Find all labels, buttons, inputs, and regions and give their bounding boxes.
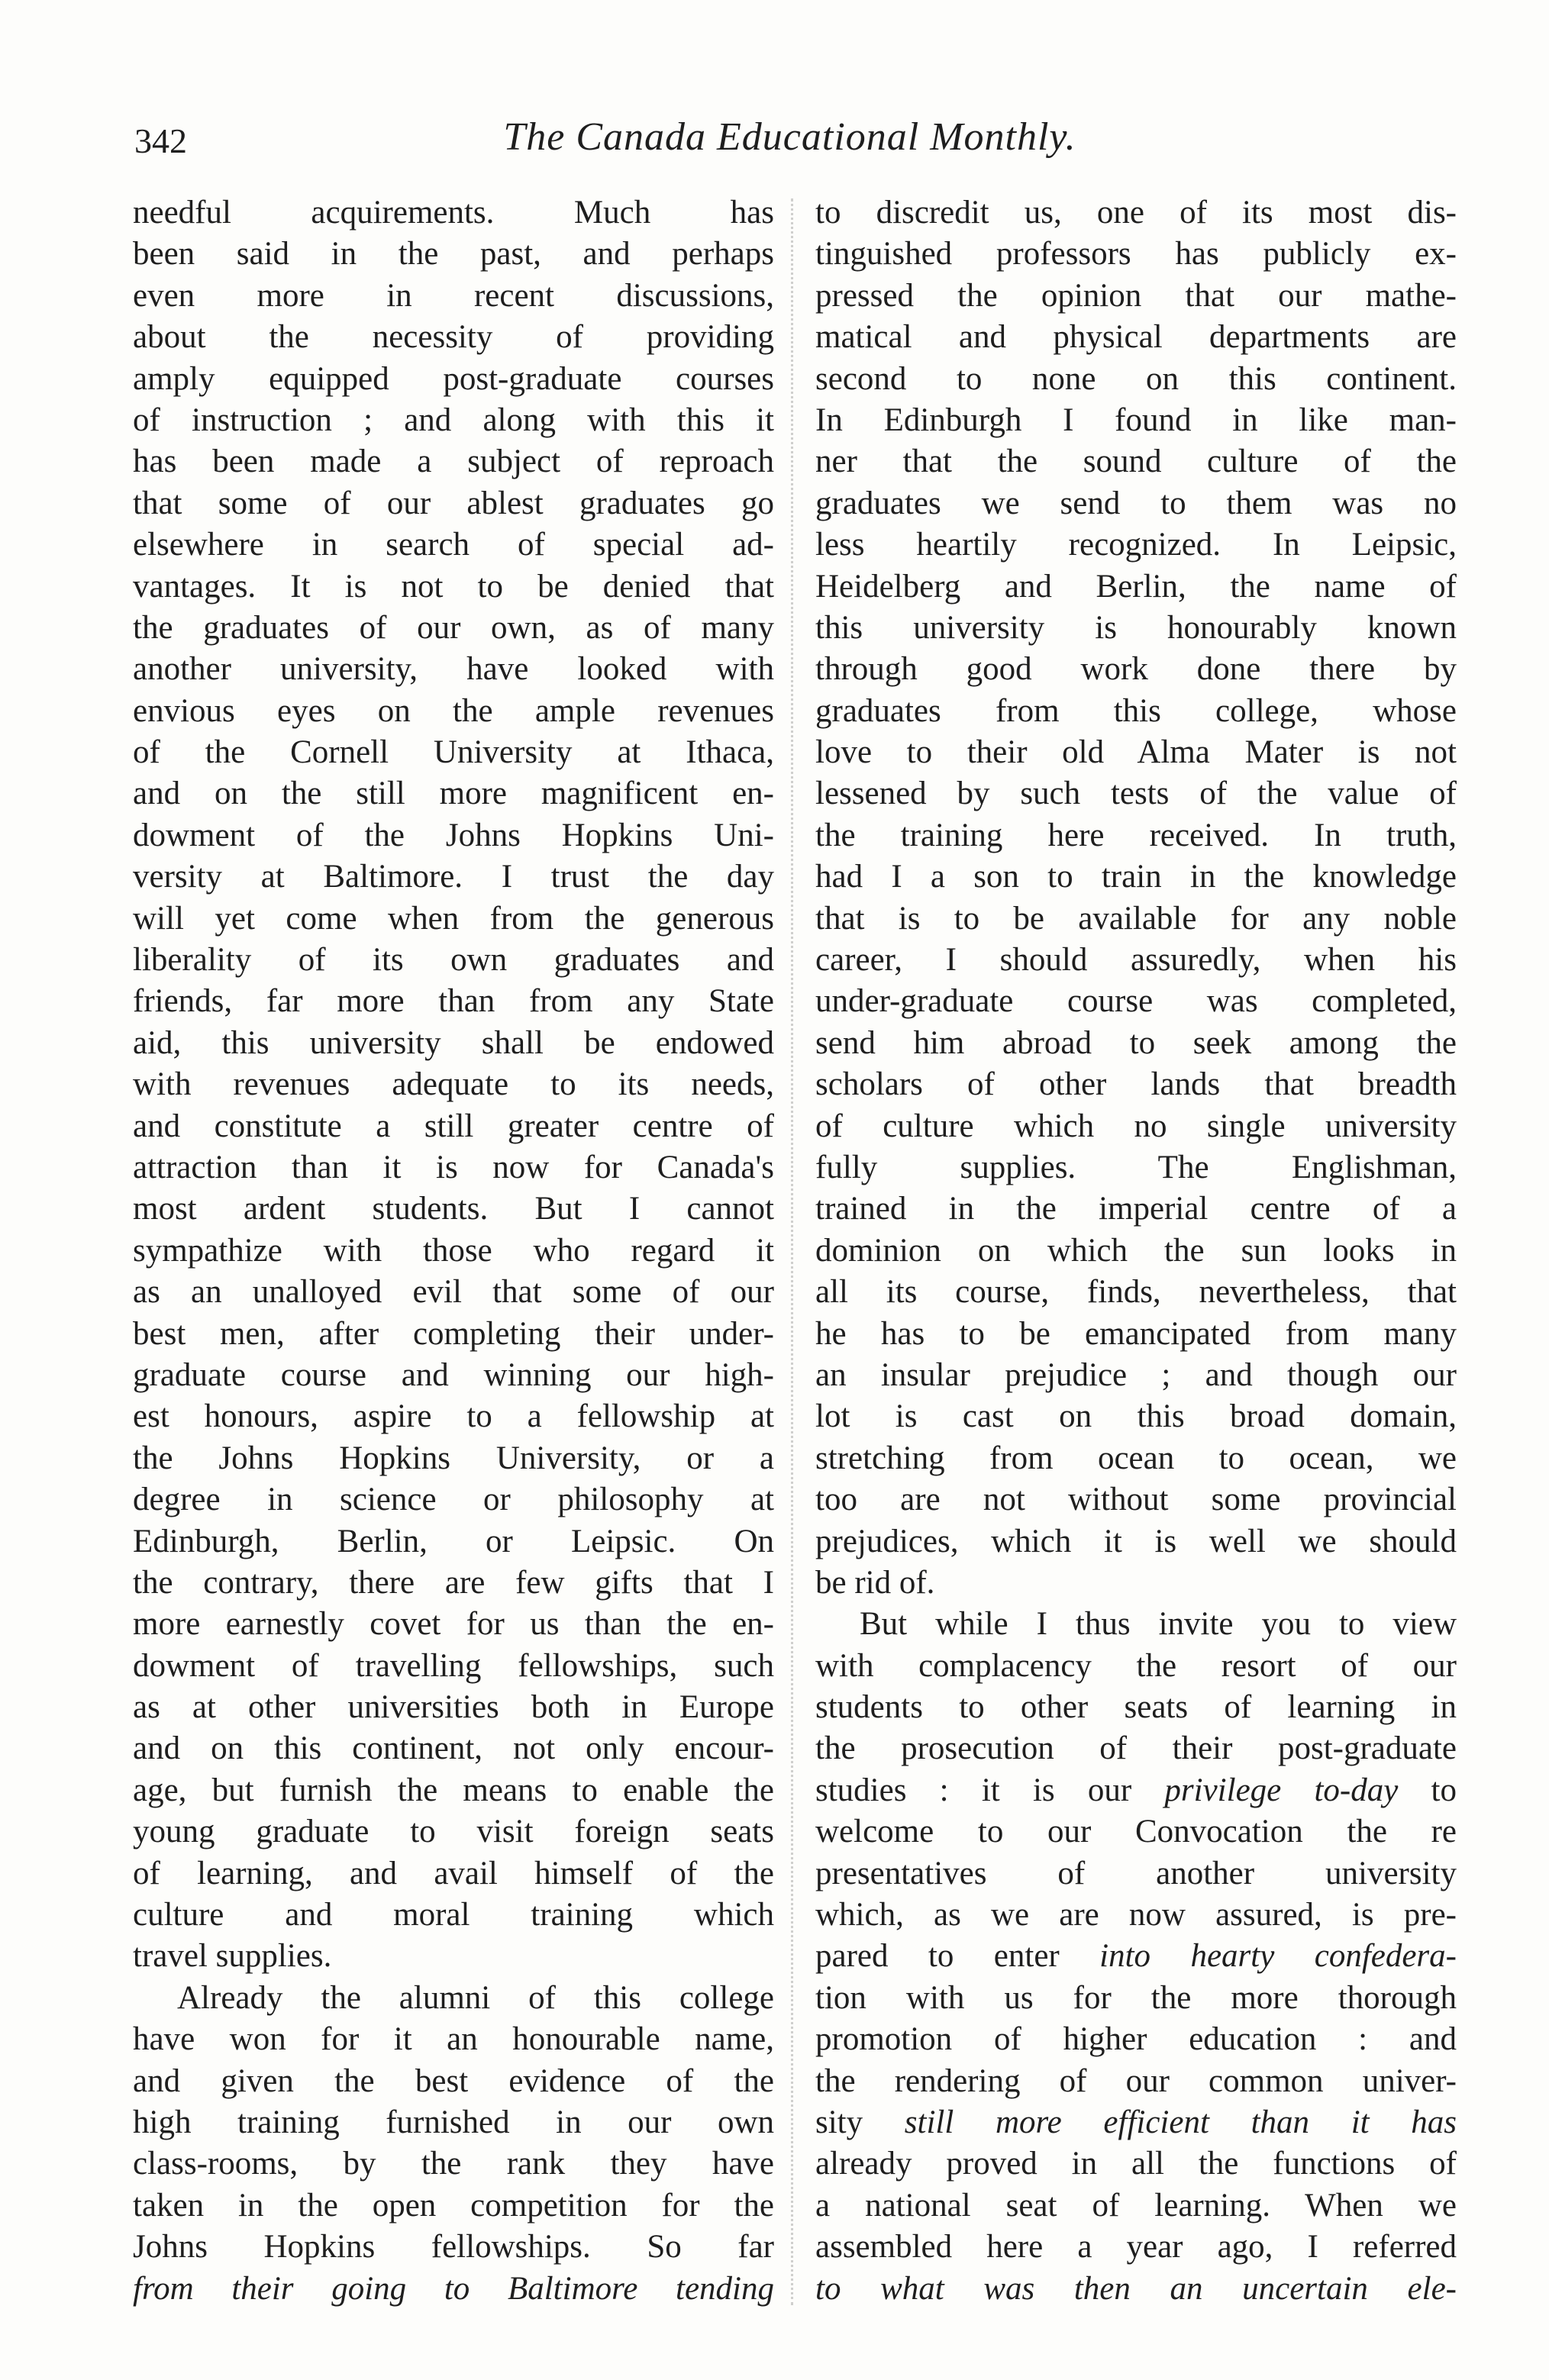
text-line: [815, 1853, 1457, 1895]
text-segment: assembled here a year ago, I referred: [815, 2229, 1457, 2266]
text-segment: dowment of the Johns Hopkins Uni-: [133, 817, 774, 853]
text-line: [815, 981, 1457, 1022]
text-line: [815, 276, 1457, 317]
text-segment: a national seat of learning. When we: [815, 2187, 1457, 2224]
text-line: [133, 1314, 774, 1355]
text-line: [815, 1314, 1457, 1355]
text-segment: more earnestly covet for us than the en-: [133, 1606, 774, 1643]
text-line: [133, 524, 774, 566]
text-segment: and given the best evidence of the: [133, 2062, 774, 2099]
text-segment: young graduate to visit foreign seats: [133, 1814, 774, 1850]
text-line: [815, 1023, 1457, 1064]
text-segment: privilege to-day: [1164, 1772, 1399, 1808]
running-title: The Canada Educational Monthly.: [503, 115, 1076, 159]
text-segment: to what was then an uncertain ele-: [815, 2270, 1457, 2307]
text-segment: tinguished professors has publicly ex-: [815, 236, 1457, 273]
text-line: [133, 1562, 774, 1604]
text-segment: he has to be emancipated from many: [815, 1315, 1457, 1352]
text-line: [815, 1770, 1457, 1811]
text-segment: this university is honourably known: [815, 609, 1457, 646]
text-line: [133, 2269, 774, 2310]
text-segment: second to none on this continent.: [815, 360, 1457, 397]
text-line: [133, 1687, 774, 1728]
text-segment: the Johns Hopkins University, or a: [133, 1440, 774, 1476]
text-segment: of instruction ; and along with this it: [133, 402, 774, 438]
text-segment: amply equipped post-graduate courses: [133, 360, 774, 397]
text-segment: lessened by such tests of the value of: [815, 776, 1457, 812]
text-segment: of culture which no single university: [815, 1108, 1457, 1144]
text-segment: Heidelberg and Berlin, the name of: [815, 568, 1457, 605]
text-segment: trained in the imperial centre of a: [815, 1191, 1457, 1227]
text-line: [133, 1521, 774, 1562]
text-segment: tion with us for the more thorough: [815, 1979, 1457, 2016]
text-line: [815, 1147, 1457, 1188]
text-line: [815, 2227, 1457, 2268]
text-line: [815, 732, 1457, 773]
text-line: [133, 276, 774, 317]
text-line: [815, 317, 1457, 358]
text-segment: all its course, finds, nevertheless, that: [815, 1274, 1457, 1311]
text-segment: fully supplies. The Englishman,: [815, 1149, 1457, 1185]
text-line: [815, 773, 1457, 814]
text-line: [133, 1646, 774, 1687]
text-line: [815, 441, 1457, 482]
text-segment: the rendering of our common univer-: [815, 2062, 1457, 2099]
text-line: [133, 1728, 774, 1769]
text-segment: dominion on which the sun looks in: [815, 1232, 1457, 1269]
text-line: [815, 400, 1457, 441]
text-line: [133, 1355, 774, 1396]
text-line: [133, 566, 774, 608]
text-segment: have won for it an honourable name,: [133, 2021, 774, 2058]
text-segment: been said in the past, and perhaps: [133, 236, 774, 273]
text-line: [133, 1811, 774, 1853]
text-line: [815, 524, 1457, 566]
text-line: [815, 1272, 1457, 1313]
text-line: [133, 2102, 774, 2143]
text-segment: the contrary, there are few gifts that I: [133, 1564, 774, 1601]
text-segment: pressed the opinion that our mathe-: [815, 277, 1457, 314]
text-line: [815, 1064, 1457, 1105]
text-line: [815, 234, 1457, 275]
text-line: [133, 732, 774, 773]
text-line: [815, 1521, 1457, 1562]
text-line: [133, 1023, 774, 1064]
text-line: [133, 898, 774, 940]
text-line: [815, 649, 1457, 690]
text-segment: attraction than it is now for Canada's: [133, 1149, 774, 1185]
text-line: [133, 400, 774, 441]
text-line: [133, 1770, 774, 1811]
text-line: [133, 359, 774, 400]
text-segment: and constitute a still greater centre of: [133, 1108, 774, 1144]
text-line: [133, 2019, 774, 2060]
text-line: [815, 2269, 1457, 2310]
text-segment: will yet come when from the generous: [133, 900, 774, 937]
text-line: [133, 1479, 774, 1521]
text-line: [815, 1438, 1457, 1479]
text-line: [133, 608, 774, 649]
text-line: [133, 1895, 774, 1936]
text-segment: In Edinburgh I found in like man-: [815, 402, 1457, 438]
text-segment: already proved in all the functions of: [815, 2146, 1457, 2182]
text-line: [815, 1895, 1457, 1936]
text-segment: career, I should assuredly, when his: [815, 942, 1457, 979]
text-segment: an insular prejudice ; and though our: [815, 1356, 1457, 1393]
text-segment: est honours, aspire to a fellowship at: [133, 1398, 774, 1435]
text-segment: Edinburgh, Berlin, or Leipsic. On: [133, 1523, 774, 1559]
text-line: [815, 608, 1457, 649]
text-line: [815, 815, 1457, 856]
text-segment: pared to enter: [815, 1938, 1100, 1975]
text-segment: culture and moral training which: [133, 1897, 774, 1933]
text-segment: through good work done there by: [815, 651, 1457, 688]
text-segment: best men, after completing their under-: [133, 1315, 774, 1352]
text-segment: degree in science or philosophy at: [133, 1482, 774, 1518]
text-segment: matical and physical departments are: [815, 319, 1457, 356]
text-line: [133, 1978, 774, 2019]
text-segment: class-rooms, by the rank they have: [133, 2146, 774, 2182]
text-line: [133, 2061, 774, 2102]
text-line: [133, 940, 774, 981]
text-segment: about the necessity of providing: [133, 319, 774, 356]
text-line: [133, 649, 774, 690]
text-line: [815, 2143, 1457, 2185]
text-segment: travel supplies.: [133, 1938, 332, 1975]
text-segment: vantages. It is not to be denied that: [133, 568, 774, 605]
text-line: [815, 1355, 1457, 1396]
text-line: [133, 815, 774, 856]
text-line: [133, 856, 774, 898]
text-segment: needful acquirements. Much has: [133, 195, 774, 231]
text-segment: students to other seats of learning in: [815, 1689, 1457, 1726]
text-segment: versity at Baltimore. I trust the day: [133, 859, 774, 895]
text-line: [815, 2102, 1457, 2143]
text-segment: lot is cast on this broad domain,: [815, 1398, 1457, 1435]
text-line: [133, 981, 774, 1022]
text-line: [133, 2185, 774, 2227]
text-line: [815, 1562, 1457, 1604]
text-line: [815, 1479, 1457, 1521]
text-segment: as at other universities both in Europe: [133, 1689, 774, 1726]
text-line: [133, 1064, 774, 1105]
text-line: [815, 1604, 1457, 1645]
text-line: [815, 192, 1457, 234]
text-segment: which, as we are now assured, is pre-: [815, 1897, 1457, 1933]
text-line: [815, 483, 1457, 524]
left-column: [133, 192, 774, 2310]
text-line: [815, 856, 1457, 898]
text-segment: as an unalloyed evil that some of our: [133, 1274, 774, 1311]
text-segment: liberality of its own graduates and: [133, 942, 774, 979]
text-segment: dowment of travelling fellowships, such: [133, 1647, 774, 1684]
text-line: [133, 317, 774, 358]
text-line: [133, 2227, 774, 2268]
text-segment: sity: [815, 2104, 905, 2140]
text-line: [815, 2061, 1457, 2102]
text-segment: the prosecution of their post-graduate: [815, 1730, 1457, 1767]
text-segment: stretching from ocean to ocean, we: [815, 1440, 1457, 1476]
text-segment: of the Cornell University at Ithaca,: [133, 734, 774, 771]
text-line: [815, 940, 1457, 981]
text-segment: that is to be available for any noble: [815, 900, 1457, 937]
text-segment: the training here received. In truth,: [815, 817, 1457, 853]
text-segment: love to their old Alma Mater is not: [815, 734, 1457, 771]
text-line: [815, 2185, 1457, 2227]
text-segment: even more in recent discussions,: [133, 277, 774, 314]
text-segment: with revenues adequate to its needs,: [133, 1066, 774, 1103]
text-line: [133, 234, 774, 275]
text-line: [133, 1853, 774, 1895]
text-segment: envious eyes on the ample revenues: [133, 692, 774, 729]
text-line: [133, 1272, 774, 1313]
text-line: [133, 691, 774, 732]
text-segment: ner that the sound culture of the: [815, 443, 1457, 480]
text-segment: Already the alumni of this college: [177, 1979, 774, 2016]
text-segment: too are not without some provincial: [815, 1482, 1457, 1518]
text-segment: the graduates of our own, as of many: [133, 609, 774, 646]
page-number: 342: [134, 121, 187, 160]
text-line: [133, 483, 774, 524]
text-segment: sympathize with those who regard it: [133, 1232, 774, 1269]
text-line: [815, 359, 1457, 400]
text-line: [815, 1687, 1457, 1728]
text-segment: be rid of.: [815, 1564, 935, 1601]
text-segment: graduates from this college, whose: [815, 692, 1457, 729]
text-segment: promotion of higher education : and: [815, 2021, 1457, 2058]
text-segment: send him abroad to seek among the: [815, 1024, 1457, 1061]
text-segment: another university, have looked with: [133, 651, 774, 688]
text-line: [133, 1106, 774, 1147]
text-line: [815, 566, 1457, 608]
text-line: [133, 441, 774, 482]
text-segment: scholars of other lands that breadth: [815, 1066, 1457, 1103]
right-column: [815, 192, 1457, 2310]
text-segment: still more efficient than it has: [904, 2104, 1457, 2140]
text-segment: welcome to our Convocation the re: [815, 1814, 1457, 1850]
text-line: [815, 1646, 1457, 1687]
text-segment: graduates we send to them was no: [815, 485, 1457, 521]
text-line: [815, 1106, 1457, 1147]
text-line: [815, 898, 1457, 940]
text-segment: presentatives of another university: [815, 1855, 1457, 1891]
text-line: [133, 773, 774, 814]
text-line: [133, 1936, 774, 1977]
text-line: [133, 1230, 774, 1272]
text-line: [133, 2143, 774, 2185]
text-line: [815, 691, 1457, 732]
text-line: [815, 1396, 1457, 1437]
text-segment: less heartily recognized. In Leipsic,: [815, 527, 1457, 563]
text-line: [133, 1438, 774, 1479]
text-segment: and on this continent, not only encour-: [133, 1730, 774, 1767]
text-line: [133, 1396, 774, 1437]
text-line: [815, 1811, 1457, 1853]
text-segment: of learning, and avail himself of the: [133, 1855, 774, 1891]
text-segment: aid, this university shall be endowed: [133, 1024, 774, 1061]
text-segment: into hearty confedera-: [1099, 1938, 1457, 1975]
text-segment: age, but furnish the means to enable the: [133, 1772, 774, 1808]
text-segment: from their going to Baltimore tending: [133, 2270, 774, 2307]
text-segment: high training furnished in our own: [133, 2104, 774, 2140]
text-segment: that some of our ablest graduates go: [133, 485, 774, 521]
text-segment: But while I thus invite you to view: [860, 1606, 1457, 1643]
text-segment: taken in the open competition for the: [133, 2187, 774, 2224]
text-line: [133, 1188, 774, 1230]
text-segment: with complacency the resort of our: [815, 1647, 1457, 1684]
text-line: [133, 1147, 774, 1188]
text-segment: elsewhere in search of special ad-: [133, 527, 774, 563]
text-segment: most ardent students. But I cannot: [133, 1191, 774, 1227]
text-segment: friends, far more than from any State: [133, 983, 774, 1020]
text-segment: and on the still more magnificent en-: [133, 776, 774, 812]
text-segment: has been made a subject of reproach: [133, 443, 774, 480]
text-line: [133, 1604, 774, 1645]
text-line: [815, 1978, 1457, 2019]
column-divider: [791, 198, 793, 2305]
text-line: [815, 1936, 1457, 1977]
text-segment: to discredit us, one of its most dis-: [815, 195, 1457, 231]
text-segment: graduate course and winning our high-: [133, 1356, 774, 1393]
text-line: [815, 1188, 1457, 1230]
text-line: [815, 2019, 1457, 2060]
text-line: [815, 1728, 1457, 1769]
text-segment: to: [1398, 1772, 1457, 1808]
text-line: [815, 1230, 1457, 1272]
text-segment: prejudices, which it is well we should: [815, 1523, 1457, 1559]
text-segment: studies : it is our: [815, 1772, 1165, 1808]
text-segment: under-graduate course was completed,: [815, 983, 1457, 1020]
text-line: [133, 192, 774, 234]
text-segment: Johns Hopkins fellowships. So far: [133, 2229, 774, 2266]
text-segment: had I a son to train in the knowledge: [815, 859, 1457, 895]
